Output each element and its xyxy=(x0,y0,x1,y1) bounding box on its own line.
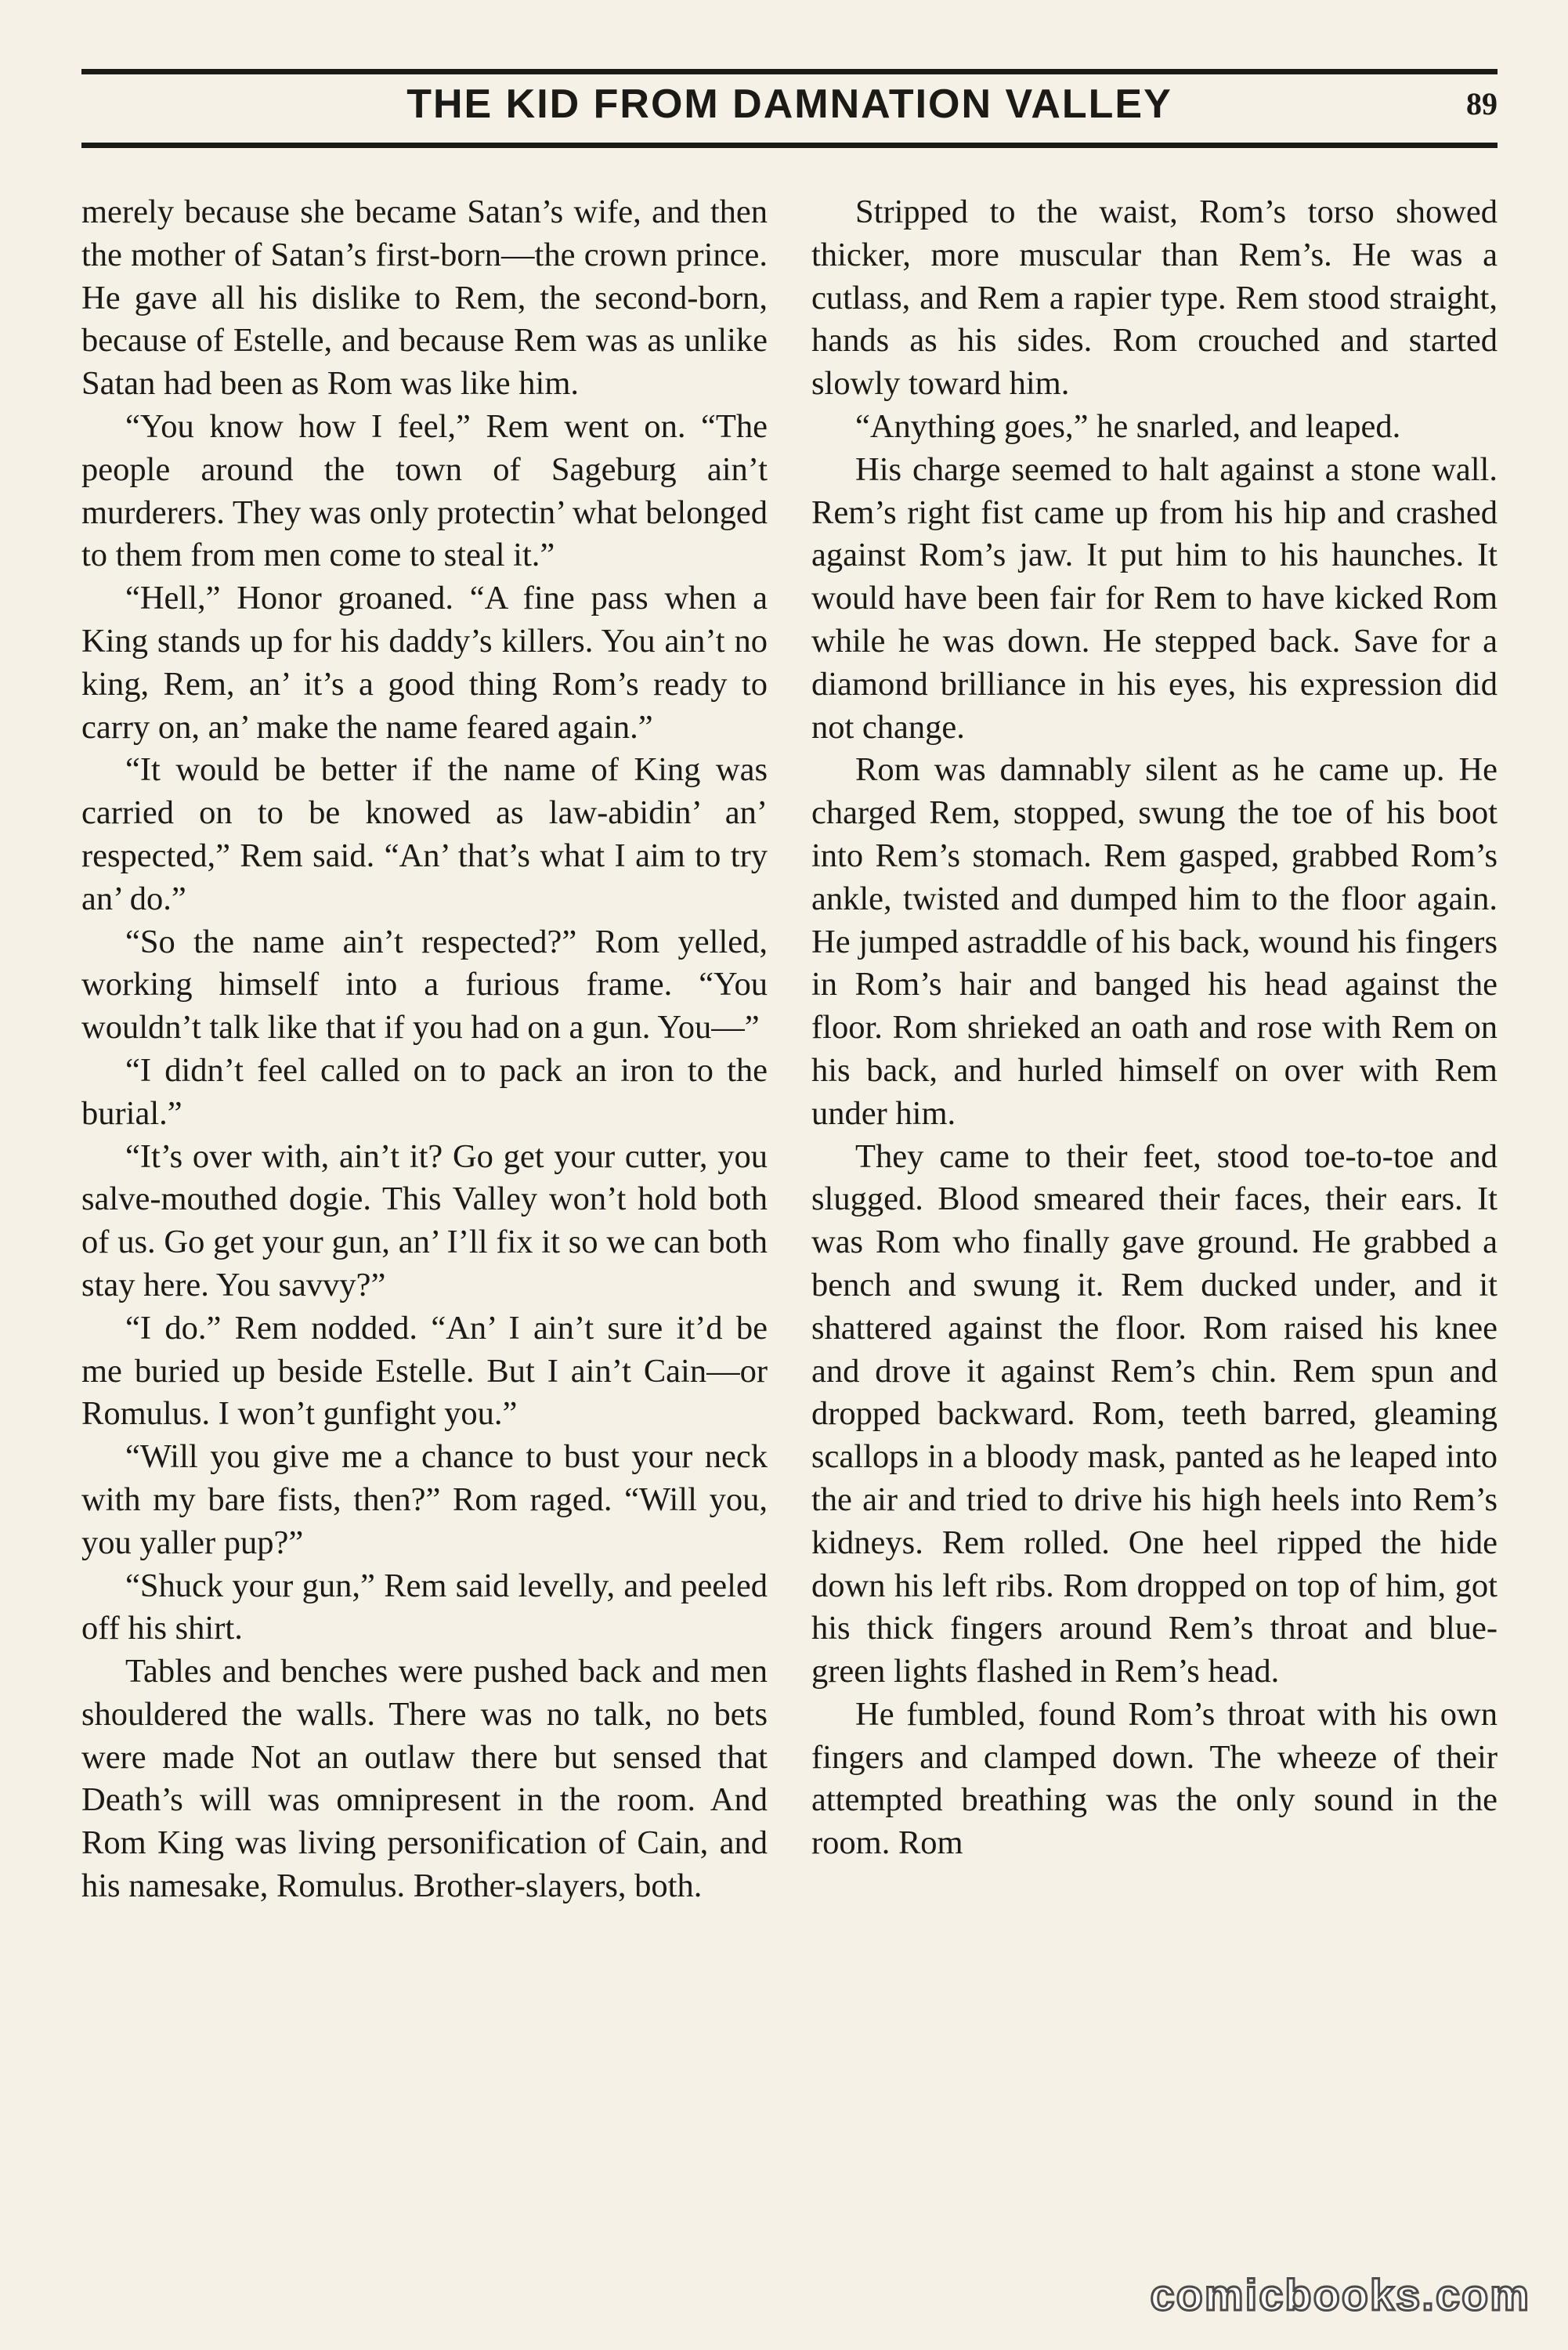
header-rule-top xyxy=(81,69,1498,74)
paragraph: “You know how I feel,” Rem went on. “The people around the town of Sageburg ain’t murderers. They was only protectin’ what belonged to them from men come to steal it.” xyxy=(81,407,768,574)
left-text-column xyxy=(81,191,768,1908)
paragraph: “I do.” Rem nodded. “An’ I ain’t sure it’d be me buried up beside Estelle. But I ain’t Cain—or Romulus. I won’t gunfight you.” xyxy=(81,1309,768,1433)
paragraph: They came to their feet, stood toe-to-toe and slugged. Blood smeared their faces, their ears. It was Rom who finally gave ground. He grabbed a bench and swung it. Rem ducked under, and it shattered against the floor. Rom raised his knee and drove it against Rem’s chin. Rem spun and dropped backward. Rom, teeth barred, gleaming scallops in a bloody mask, panted as he leaped into the air and tried to drive his high heels into Rem’s kidneys. Rem rolled. One heel ripped the hide down his left ribs. Rom dropped on top of him, got his thick fingers around Rem’s throat and blue-green lights flashed in Rem’s head. xyxy=(811,1137,1498,1690)
paragraph: “I didn’t feel called on to pack an iron to the burial.” xyxy=(81,1051,768,1132)
paragraph: “Hell,” Honor groaned. “A fine pass when a King stands up for his daddy’s killers. You ain’t no king, Rem, an’ it’s a good thing Rom’s ready to carry on, an’ make the name feared again.” xyxy=(81,580,768,746)
paragraph: “Shuck your gun,” Rem said levelly, and peeled off his shirt. xyxy=(81,1567,768,1647)
page-number: 89 xyxy=(1466,86,1498,121)
running-header-title: THE KID FROM DAMNATION VALLEY xyxy=(406,81,1172,127)
paragraph: Stripped to the waist, Rom’s torso showed thicker, more muscular than Rem’s. He was a cutlass, and Rem a rapier type. Rem stood straight, hands as his sides. Rom crouched and started slowly toward him. xyxy=(811,193,1498,403)
paragraph: “It would be better if the name of King was carried on to be knowed as law-abidin’ an’ respected,” Rem said. “An’ that’s what I aim to try an’ do.” xyxy=(81,751,768,917)
paragraph: “Anything goes,” he snarled, and leaped. xyxy=(855,407,1401,445)
site-watermark: comicbooks.com xyxy=(1150,2270,1530,2319)
paragraph: “It’s over with, ain’t it? Go get your cutter, you salve-mouthed dogie. This Valley won’t hold both of us. Go get your gun, an’ I’ll fix it so we can both stay here. You savvy?” xyxy=(81,1137,768,1303)
paragraph: Rom was damnably silent as he came up. He charged Rem, stopped, swung the toe of his boot into Rem’s stomach. Rem gasped, grabbed Rom’s ankle, twisted and dumped him to the floor again. He jumped astraddle of his back, wound his fingers in Rom’s hair and banged his head against the floor. Rom shrieked an oath and rose with Rem on his back, and hurled himself on over with Rem under him. xyxy=(811,751,1498,1132)
header-rule-bottom xyxy=(81,143,1498,148)
paragraph: He fumbled, found Rom’s throat with his own fingers and clamped down. The wheeze of their attempted breathing was the only sound in the room. Rom xyxy=(811,1695,1498,1862)
paragraph: “Will you give me a chance to bust your neck with my bare fists, then?” Rom raged. “Will you, you yaller pup?” xyxy=(81,1438,768,1561)
paragraph: His charge seemed to halt against a stone wall. Rem’s right fist came up from his hip and crashed against Rom’s jaw. It put him to his haunches. It would have been fair for Rem to have kicked Rom while he was down. He stepped back. Save for a diamond brilliance in his eyes, his expression did not change. xyxy=(811,450,1498,746)
right-text-column xyxy=(811,191,1498,1865)
paragraph: “So the name ain’t respected?” Rom yelled, working himself into a furious frame. “You wouldn’t talk like that if you had on a gun. You—” xyxy=(81,923,768,1047)
paragraph: Tables and benches were pushed back and men shouldered the walls. There was no talk, no bets were made Not an outlaw there but sensed that Death’s will was omnipresent in the room. And Rom King was living personification of Cain, and his namesake, Romulus. Brother-slayers, both. xyxy=(81,1653,768,1905)
paragraph: merely because she became Satan’s wife, and then the mother of Satan’s first-born—the crown prince. He gave all his dislike to Rem, the second-born, because of Estelle, and because Rem was as unlike Satan had been as Rom was like him. xyxy=(81,193,768,403)
